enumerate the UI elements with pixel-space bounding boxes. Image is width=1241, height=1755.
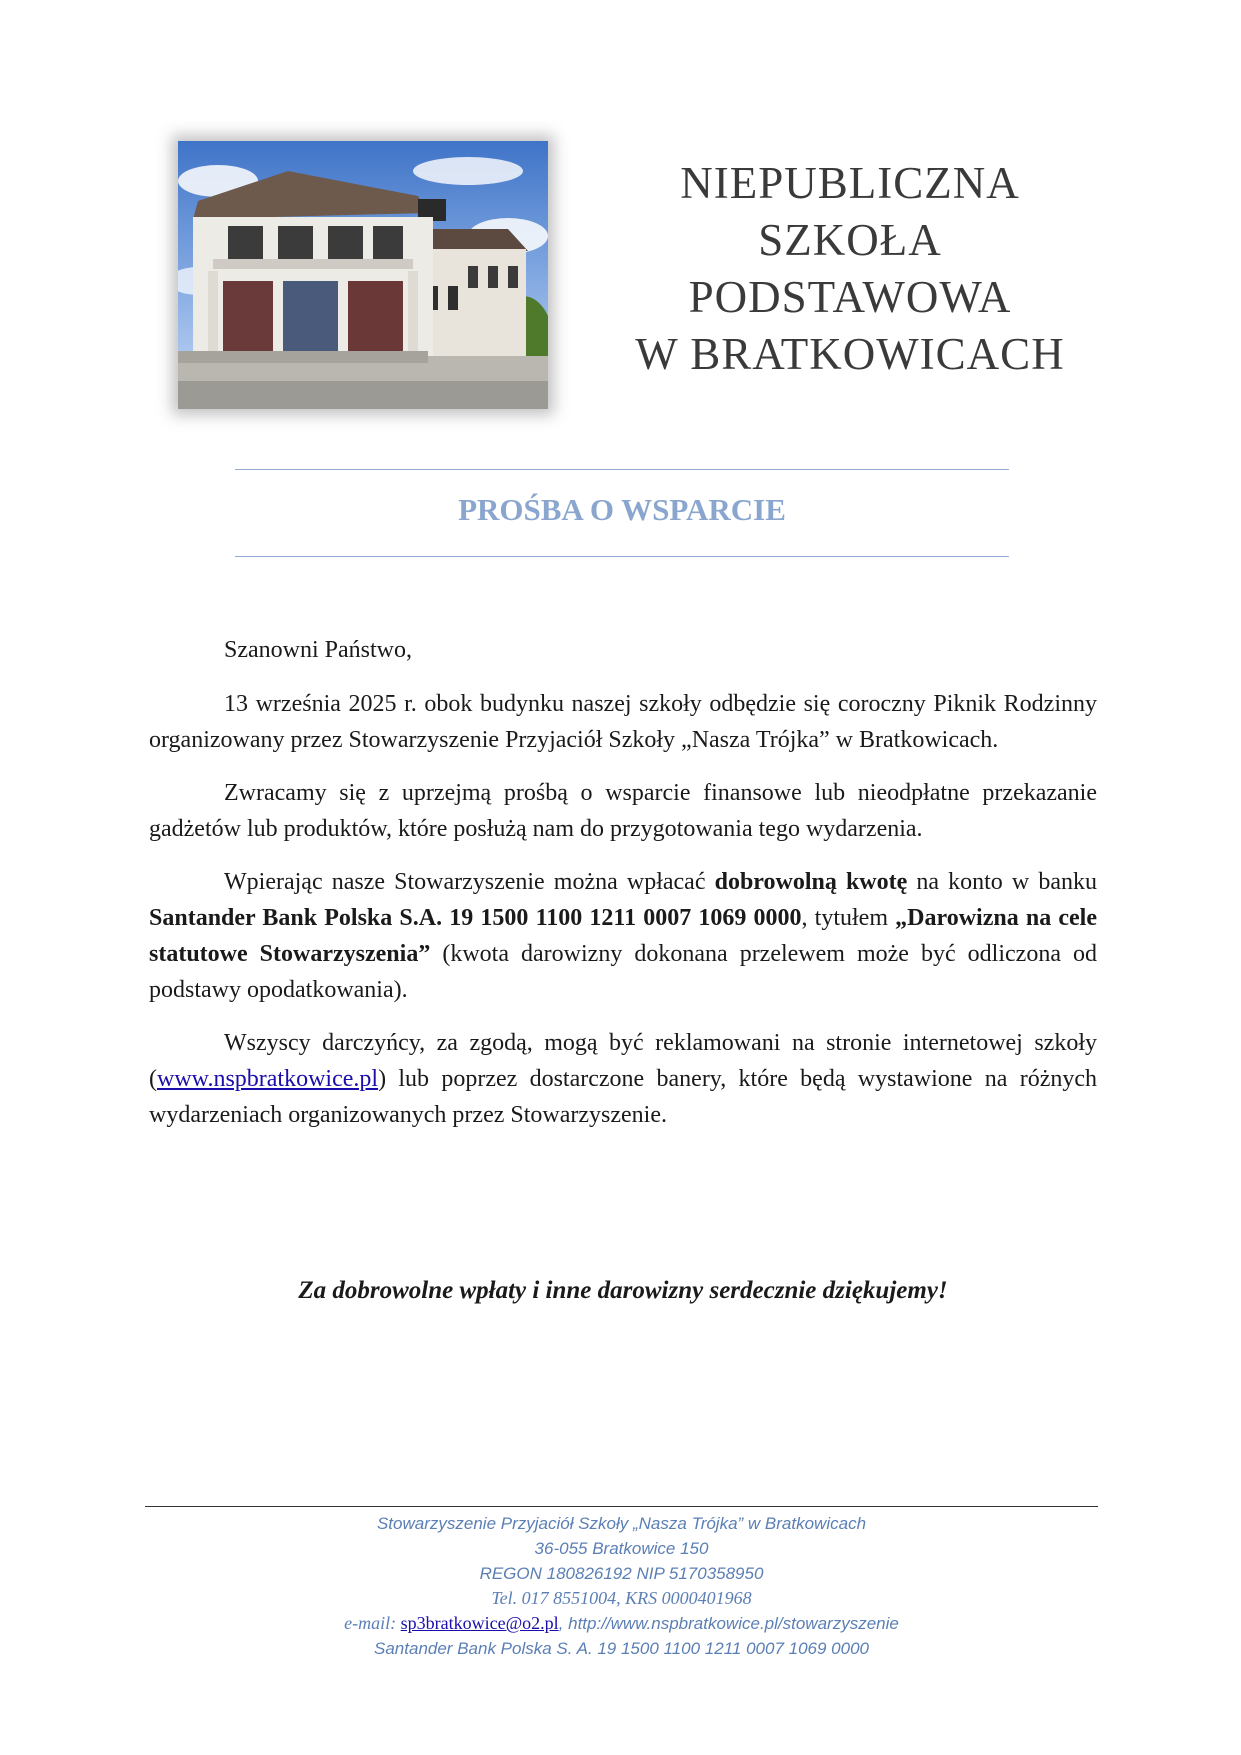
subject-rule-bottom [235, 556, 1009, 557]
bank-text-3: , tytułem [801, 905, 896, 931]
bank-text-2: na konto w banku [907, 869, 1097, 895]
donors-text-2: ) lub poprzez dostarczone banery, które będą wystawione na różnych wydarzeniach organizowanych przez Stowarzyszenie. [149, 1066, 1097, 1128]
footer [145, 1511, 1098, 1661]
school-title [590, 155, 1110, 383]
footer-regon: REGON 180826192 NIP 5170358950 [479, 1564, 764, 1583]
letter-subject: PROŚBA O WSPARCIE [458, 492, 786, 527]
subject-rule-top [235, 469, 1009, 470]
footer-rule [145, 1506, 1098, 1507]
donors-text-1: Wszyscy darczyńcy, za zgodą, mogą być reklamowani na stronie internetowej szkoły ( [149, 1030, 1097, 1092]
school-title-line-3: PODSTAWOWA [688, 272, 1012, 322]
paragraph-event: 13 września 2025 r. obok budynku naszej szkoły odbędzie się coroczny Piknik Rodzinny organizowany przez Stowarzyszenie Przyjaciół Szkoły „Nasza Trójka” w Bratkowicach. [149, 691, 1097, 753]
school-website-link[interactable]: www.nspbratkowice.pl [157, 1066, 379, 1092]
letter-body [149, 632, 1097, 1150]
footer-email-link[interactable]: sp3bratkowice@o2.pl [400, 1613, 559, 1633]
closing-thanks: Za dobrowolne wpłaty i inne darowizny serdecznie dziękujemy! [298, 1277, 948, 1304]
transfer-title: „Darowizna na cele statutowe Stowarzyszenia” [149, 905, 1097, 967]
footer-organization: Stowarzyszenie Przyjaciół Szkoły „Nasza Trójka” w Bratkowicach [376, 1514, 867, 1533]
school-title-line-2: SZKOŁA [758, 215, 942, 265]
school-building-photo [178, 141, 548, 409]
footer-contact [145, 1611, 1098, 1636]
footer-address: 36-055 Bratkowice 150 [534, 1539, 709, 1558]
school-title-line-4: W BRATKOWICACH [635, 329, 1065, 379]
paragraph-bank-account [149, 864, 1097, 1008]
bank-text-4: (kwota darowizny dokonana przelewem może być odliczona od podstawy opodatkowania). [149, 941, 1097, 1003]
voluntary-amount: dobrowolną kwotę [714, 869, 908, 895]
footer-website[interactable]: , http://www.nspbratkowice.pl/stowarzyszenie [558, 1614, 899, 1633]
bank-text-1: Wpierając nasze Stowarzyszenie można wpłacać [224, 869, 715, 895]
greeting: Szanowni Państwo, [224, 637, 412, 663]
paragraph-request: Zwracamy się z uprzejmą prośbą o wsparcie finansowe lub nieodpłatne przekazanie gadżetów lub produktów, które posłużą nam do przygotowania tego wydarzenia. [149, 780, 1097, 842]
footer-tel: Tel. 017 8551004, KRS 0000401968 [491, 1588, 752, 1608]
bank-account-number: Santander Bank Polska S.A. 19 1500 1100 1211 0007 1069 0000 [149, 905, 802, 931]
school-title-line-1: NIEPUBLICZNA [680, 158, 1020, 208]
paragraph-donors [149, 1025, 1097, 1133]
footer-bank: Santander Bank Polska S. A. 19 1500 1100 1211 0007 1069 0000 [374, 1639, 869, 1658]
footer-email-label: e-mail: [344, 1613, 401, 1633]
